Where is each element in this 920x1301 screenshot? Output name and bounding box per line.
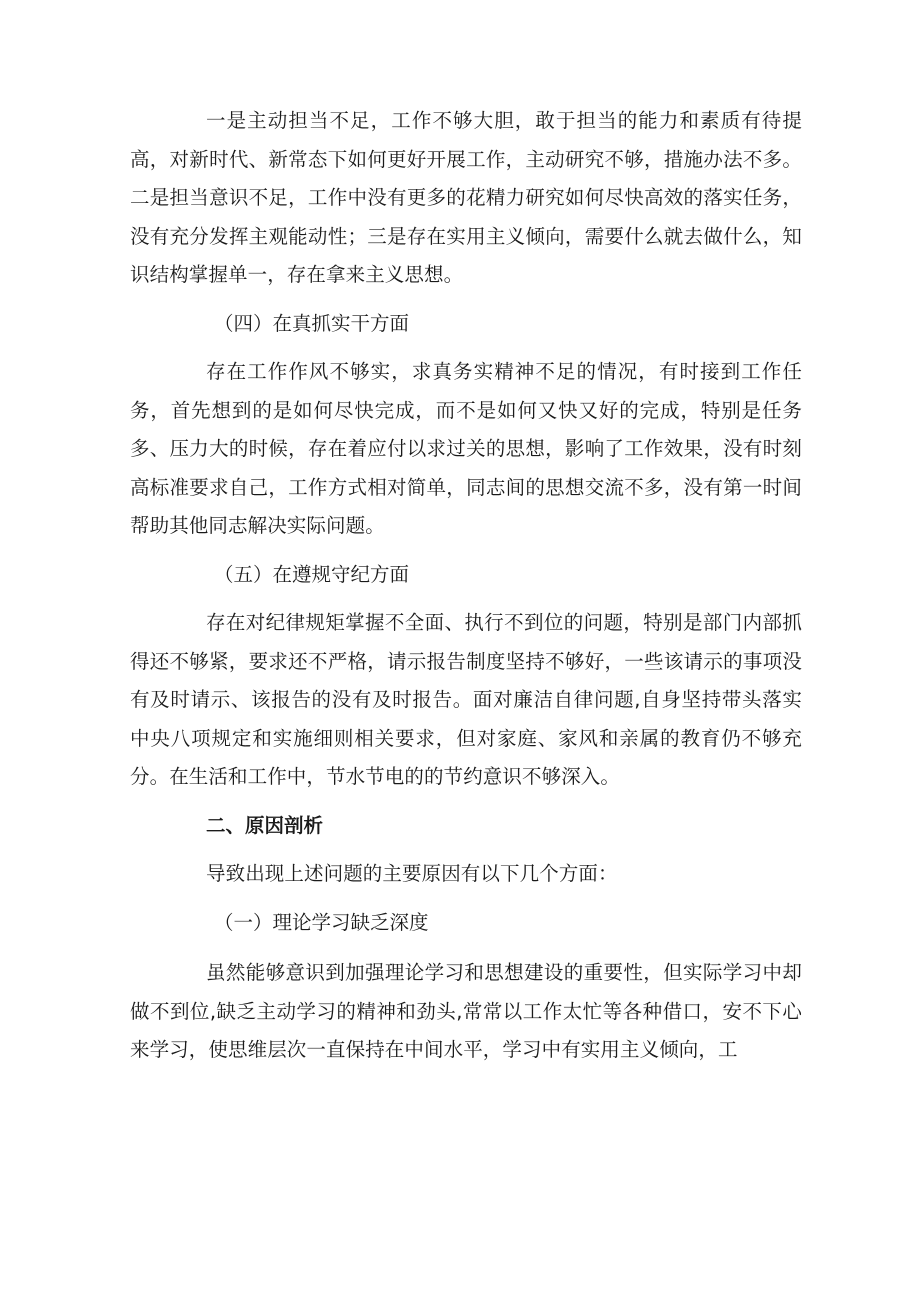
paragraph-intro: 导致出现上述问题的主要原因有以下几个方面：	[206, 862, 618, 885]
subheading-practical-work: （四）在真抓实干方面	[214, 311, 410, 335]
subheading-theory-study: （一）理论学习缺乏深度	[214, 910, 429, 934]
document-body	[130, 102, 802, 1070]
paragraph-responsibility: 一是主动担当不足，工作不够大胆，敢于担当的能力和素质有待提高，对新时代、新常态下如何更好开展工作，主动研究不够，措施办法不多。二是担当意识不足，工作中没有更多的花精力研究如何尽快高效的落实任务，没有充分发挥主观能动性；三是存在实用主义倾向，需要什么就去做什么，知识结构掌握单一，存在拿来主义思想。	[130, 109, 802, 286]
paragraph-work-style: 存在工作作风不够实，求真务实精神不足的情况，有时接到工作任务，首先想到的是如何尽快完成，而不是如何又快又好的完成，特别是任务多、压力大的时候，存在着应付以求过关的思想，影响了工作效果，没有时刻高标准要求自己，工作方式相对简单，同志间的思想交流不多，没有第一时间帮助其他同志解决实际问题。	[130, 360, 802, 537]
section-heading-cause-analysis: 二、原因剖析	[206, 813, 324, 837]
paragraph-discipline: 存在对纪律规矩掌握不全面、执行不到位的问题，特别是部门内部抓得还不够紧，要求还不严格，请示报告制度坚持不够好，一些该请示的事项没有及时请示、该报告的没有及时报告。面对廉洁自律问题,自身坚持带头落实中央八项规定和实施细则相关要求，但对家庭、家风和亲属的教育仍不够充分。在生活和工作中，节水节电的的节约意识不够深入。	[130, 611, 802, 788]
paragraph-theory-study: 虽然能够意识到加强理论学习和思想建设的重要性，但实际学习中却做不到位,缺乏主动学习的精神和劲头,常常以工作太忙等各种借口，安不下心来学习，使思维层次一直保持在中间水平，学习中有实用主义倾向，工	[130, 961, 802, 1061]
subheading-discipline: （五）在遵规守纪方面	[214, 562, 410, 586]
